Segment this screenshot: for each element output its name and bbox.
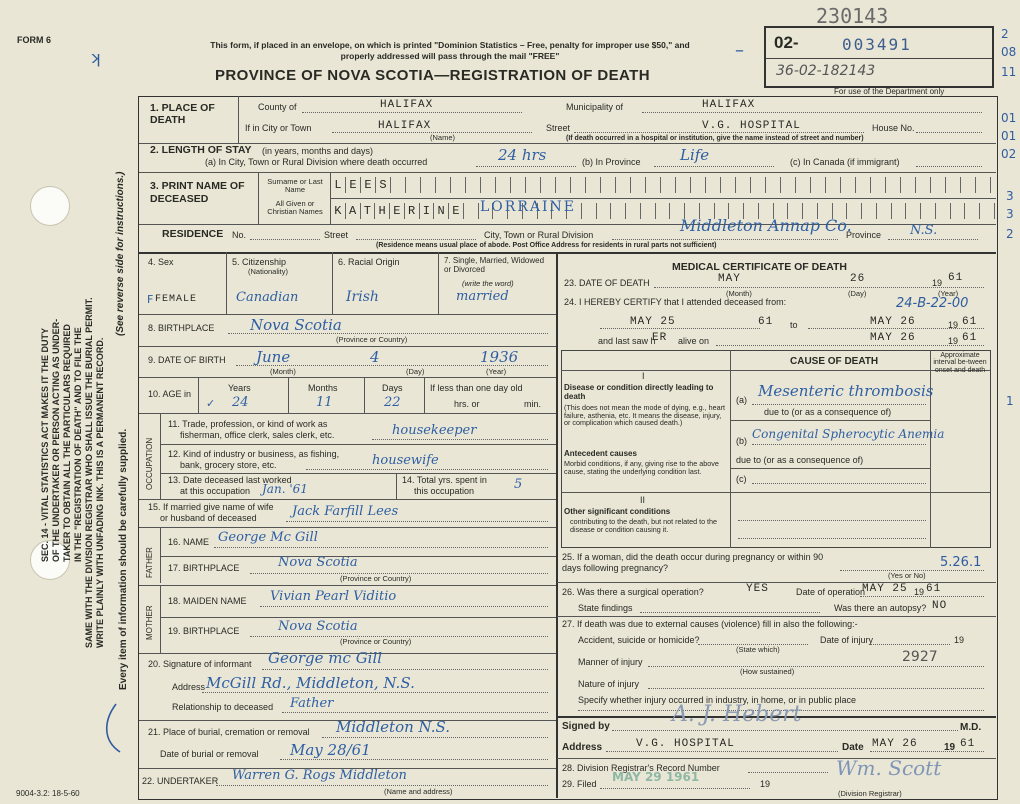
years-label: Years [228, 383, 251, 393]
manner-value: 2927 [902, 649, 938, 665]
binder-hole-top [30, 186, 70, 226]
municipality-value: HALIFAX [702, 99, 756, 111]
informant-rel-label: Relationship to deceased [172, 702, 274, 712]
informant-sig-value: George mc Gill [268, 649, 383, 667]
q26-yr-prefix: 19 [914, 587, 925, 597]
birthplace-hint: (Province or Country) [336, 335, 408, 344]
other-label: Other significant conditions [564, 507, 671, 516]
certify-code: 24-B-22-00 [896, 296, 969, 311]
q26-value: YES [746, 583, 769, 595]
burial-label: 21. Place of burial, cremation or removal [148, 727, 310, 737]
q26-date: MAY 25 [862, 583, 908, 595]
roman-one: I [642, 371, 645, 381]
hospital-hint: (If death occurred in a hospital or institution, give the name instead of street and number) [566, 135, 864, 142]
marital-label: 7. Single, Married, Widowed or Divorced [444, 256, 545, 275]
dod-month-hint: (Month) [726, 289, 752, 298]
margin-scribble: ʞ [90, 48, 101, 67]
from-month: MAY 25 [630, 316, 676, 328]
cause-due-1: due to (or as a consequence of) [764, 407, 892, 417]
nature-label: Nature of injury [578, 679, 640, 689]
stay-c-label: (c) In Canada (if immigrant) [790, 157, 900, 167]
dob-label: 9. DATE OF BIRTH [148, 355, 226, 365]
reg-prefix: 02- [774, 33, 799, 52]
occ-11-label-b: fisherman, office clerk, sales clerk, etc. [180, 430, 335, 440]
spouse-label-2: or husband of deceased [160, 513, 257, 523]
certify-label: 24. I HEREBY CERTIFY that I attended deceased from: [564, 297, 787, 307]
other-note: contributing to the death, but not related to the disease or condition causing it. [570, 517, 718, 534]
mother-bp-hint: (Province or Country) [340, 637, 412, 646]
cause-c-label: (c) [736, 474, 747, 484]
disease-note: (This does not mean the mode of dying, e.g., heart failure, asthenia, etc. It means the disease, injury, or complication which caused death.) [564, 403, 726, 428]
mother-name-label: 18. MAIDEN NAME [168, 596, 247, 606]
age-check: ✓ [206, 397, 216, 410]
lt-day-label: If less than one day old [430, 383, 523, 393]
stay-a-value: 24 hrs [498, 146, 547, 164]
birthplace-value: Nova Scotia [250, 316, 342, 334]
dod-day-hint: (Day) [848, 289, 867, 298]
informant-addr-label: Address [172, 682, 206, 692]
mother-name-value: Vivian Pearl Viditio [270, 589, 397, 604]
residence-province-label: Province [846, 230, 882, 240]
place-label: 1. PLACE OF DEATH [150, 102, 215, 127]
residence-city-label: City, Town or Rural Division [484, 230, 594, 240]
father-name-label: 16. NAME [168, 537, 210, 547]
q26-year: 61 [926, 583, 942, 595]
q26-date-label: Date of operation [796, 587, 866, 597]
sex-value: FEMALE [155, 294, 198, 305]
cause-a-value: Mesenteric thrombosis [758, 382, 934, 400]
roman-two: II [640, 495, 646, 505]
occupation-side: OCCUPATION [145, 437, 154, 490]
signed-address: V.G. HOSPITAL [636, 738, 735, 750]
mother-bp-label: 19. BIRTHPLACE [168, 626, 240, 636]
state-hint: (State which) [736, 645, 780, 654]
undertaker-hint: (Name and address) [384, 787, 453, 796]
to-month: MAY 26 [870, 316, 916, 328]
informant-sig-label: 20. Signature of informant [148, 659, 252, 669]
citizenship-label: 5. Citizenship [232, 257, 287, 267]
occ-12-label-b: bank, grocery store, etc. [180, 460, 277, 470]
last-saw-typed: ER [652, 332, 668, 344]
occ-14-label-b: this occupation [414, 486, 475, 496]
racial-label: 6. Racial Origin [338, 257, 400, 267]
age-label: 10. AGE in [148, 389, 192, 399]
stay-b-value: Life [680, 146, 710, 164]
interval-label: Approximate interval be-tween onset and death [933, 352, 987, 374]
q25-hint: (Yes or No) [888, 571, 926, 580]
dod-month: MAY [718, 273, 741, 285]
occ-11-label: 11. Trade, profession, or kind of work as [168, 419, 328, 429]
occ-12-label: 12. Kind of industry or business, as fishing, [168, 449, 340, 459]
birthplace-label: 8. BIRTHPLACE [148, 323, 215, 333]
registrar-hint: (Division Registrar) [838, 789, 902, 798]
municipality-label: Municipality of [566, 102, 624, 112]
citizenship-hint: (Nationality) [248, 267, 289, 276]
disease-label: Disease or condition directly leading to death [564, 383, 714, 401]
last-saw-label: and last saw h [598, 336, 656, 346]
days-value: 22 [384, 395, 401, 410]
informant-rel-value: Father [290, 696, 334, 711]
marital-value: married [456, 289, 509, 304]
stay-sub: (in years, months and days) [262, 146, 374, 156]
injury-yr-prefix: 19 [954, 635, 965, 645]
father-bp-label: 17. BIRTHPLACE [168, 563, 240, 573]
spouse-value: Jack Farfill Lees [292, 504, 399, 519]
signed-date: MAY 26 [872, 738, 918, 750]
father-side: FATHER [145, 547, 154, 578]
street-label: Street [546, 123, 571, 133]
dod-year-prefix: 19 [932, 278, 943, 288]
given-cells: K A T H E R I N E [331, 203, 995, 221]
mother-side: MOTHER [145, 605, 154, 640]
injury-date-label: Date of injury [820, 635, 874, 645]
alive-month: MAY 26 [870, 332, 916, 344]
signed-signature: A. J. Hebert [672, 702, 802, 727]
to-label: to [790, 320, 798, 330]
dod-year: 61 [948, 272, 964, 284]
dob-day-hint: (Day) [406, 367, 425, 376]
city-hint: (Name) [430, 133, 456, 142]
cause-b-label: (b) [736, 436, 747, 446]
how-hint: (How sustained) [740, 667, 795, 676]
burial-date-label: Date of burial or removal [160, 749, 259, 759]
form-title: PROVINCE OF NOVA SCOTIA—REGISTRATION OF DEATH [215, 67, 650, 84]
undertaker-label: 22. UNDERTAKER [142, 776, 219, 786]
undertaker-value: Warren G. Rogs Middleton [232, 768, 407, 783]
q29-label: 29. Filed [562, 779, 597, 789]
marital-hint: (write the word) [462, 279, 514, 288]
pen-stroke [96, 700, 136, 760]
stay-label: 2. LENGTH OF STAY [150, 144, 252, 156]
dash-mark: – [735, 40, 744, 61]
dob-day: 4 [370, 348, 380, 366]
q26-label: 26. Was there a surgical operation? [562, 587, 704, 597]
antecedent-note: Morbid conditions, if any, giving rise to the above cause, stating the underlying condition last. [564, 459, 719, 476]
father-bp-hint: (Province or Country) [340, 574, 412, 583]
surname-label: Surname or Last Name [267, 177, 323, 195]
signed-label: Signed by [562, 721, 610, 732]
dob-year: 1936 [480, 348, 519, 366]
mother-bp-value: Nova Scotia [278, 619, 358, 634]
street-value: V.G. HOSPITAL [702, 120, 801, 132]
reg-handwritten: 36-02-182143 [776, 63, 876, 79]
medical-heading: MEDICAL CERTIFICATE OF DEATH [672, 261, 847, 273]
findings-label: State findings [578, 603, 633, 613]
county-label: County of [258, 102, 297, 112]
occ-11-value: housekeeper [392, 423, 477, 438]
father-name-value: George Mc Gill [218, 530, 318, 545]
specify-label: Specify whether injury occurred in industry, in home, or in public place [578, 695, 856, 705]
dob-month: June [256, 348, 291, 366]
informant-addr-value: McGill Rd., Middleton, N.S. [206, 674, 415, 692]
dod-year-hint: (Year) [938, 289, 959, 298]
cause-due-2: due to (or as a consequence of) [736, 455, 864, 465]
md-label: M.D. [960, 722, 982, 733]
stamped-id: 230143 [816, 4, 889, 28]
burial-date: May 28/61 [290, 741, 371, 759]
occ-12-value: housewife [372, 453, 439, 468]
filed-yr-prefix: 19 [760, 779, 771, 789]
father-bp-value: Nova Scotia [278, 555, 358, 570]
cause-b-value: Congenital Spherocytic Anemia [752, 427, 945, 441]
mailing-notice: This form, if placed in an envelope, on which is printed "Dominion Statistics – Free, penalty for improper use $50," and properly addressed will pass through the mail "FREE" [210, 40, 690, 62]
from-year: 61 [758, 316, 774, 328]
occ-14-label: 14. Total yrs. spent in [402, 475, 487, 485]
cause-a-label: (a) [736, 395, 747, 405]
spouse-label: 15. If married give name of wife [148, 502, 274, 512]
months-label: Months [308, 383, 338, 393]
dob-year-hint: (Year) [486, 367, 507, 376]
manner-label: Manner of injury [578, 657, 643, 667]
dept-use: For use of the Department only [834, 87, 945, 96]
citizenship-value: Canadian [236, 290, 299, 305]
dod-label: 23. DATE OF DEATH [564, 278, 650, 288]
surname-cells: L E E S [331, 177, 995, 195]
cause-heading: CAUSE OF DEATH [790, 356, 879, 367]
to-year-prefix: 19 [948, 320, 959, 330]
signed-yr-prefix: 19 [944, 742, 956, 753]
q28-label: 28. Division Registrar's Record Number [562, 763, 720, 773]
days-label: Days [382, 383, 403, 393]
burial-place: Middleton N.S. [336, 718, 450, 736]
stay-b-label: (b) In Province [582, 157, 641, 167]
sex-code: F [147, 293, 154, 306]
alive-year-prefix: 19 [948, 336, 959, 346]
dob-month-hint: (Month) [270, 367, 296, 376]
signed-year: 61 [960, 738, 976, 750]
address-label: Address [562, 742, 603, 753]
residence-no-label: No. [232, 230, 247, 240]
antecedent-label: Antecedent causes [564, 449, 637, 458]
middle-name-value: LORRAINE [480, 199, 576, 215]
reg-number: 003491 [842, 35, 912, 54]
autopsy-value: NO [932, 600, 948, 612]
years-value: 24 [232, 395, 249, 410]
hrs-label: hrs. or [454, 399, 480, 409]
residence-city-value: Middleton Annap Co. [680, 216, 852, 235]
house-label: House No. [872, 123, 915, 133]
racial-value: Irish [346, 289, 379, 305]
filed-stamp: MAY 29 1961 [612, 770, 700, 784]
given-label: All Given or Christian Names [267, 199, 323, 217]
q25-label: 25. If a woman, did the death occur during pregnancy or within 90 days following pregnancy? [562, 552, 824, 573]
stay-a-label: (a) In City, Town or Rural Division where death occurred [205, 157, 428, 167]
alive-on-label: alive on [678, 336, 710, 346]
county-value: HALIFAX [380, 99, 434, 111]
occ-13-value: Jan. '61 [262, 482, 308, 496]
sex-label: 4. Sex [148, 257, 174, 267]
residence-street-label: Street [324, 230, 349, 240]
residence-label: RESIDENCE [162, 228, 224, 240]
occ-14-value: 5 [514, 477, 523, 492]
accident-label: Accident, suicide or homicide? [578, 635, 700, 645]
occ-13-label-b: at this occupation [180, 486, 251, 496]
residence-province-value: N.S. [910, 223, 938, 238]
alive-year: 61 [962, 332, 978, 344]
signed-date-label: Date [842, 742, 864, 753]
form-id: FORM 6 [17, 35, 52, 45]
dod-day: 26 [850, 273, 866, 285]
registrar-signature: Wm. Scott [836, 756, 942, 780]
city-value: HALIFAX [378, 120, 432, 132]
q25-value: 5.26.1 [940, 555, 982, 570]
months-value: 11 [316, 395, 333, 410]
residence-hint: (Residence means usual place of abode. Post Office Address for residents in rural parts not sufficient) [376, 242, 717, 249]
occ-13-label: 13. Date deceased last worked [168, 475, 292, 485]
autopsy-label: Was there an autopsy? [834, 603, 927, 613]
min-label: min. [524, 399, 542, 409]
q27-label: 27. If death was due to external causes (violence) fill in also the following:- [562, 619, 858, 629]
city-label: If in City or Town [245, 123, 312, 133]
to-year: 61 [962, 316, 978, 328]
footer-code: 9004-3.2: 18-5-60 [16, 789, 80, 798]
deceased-name-label: 3. PRINT NAME OF DECEASED [150, 180, 245, 205]
